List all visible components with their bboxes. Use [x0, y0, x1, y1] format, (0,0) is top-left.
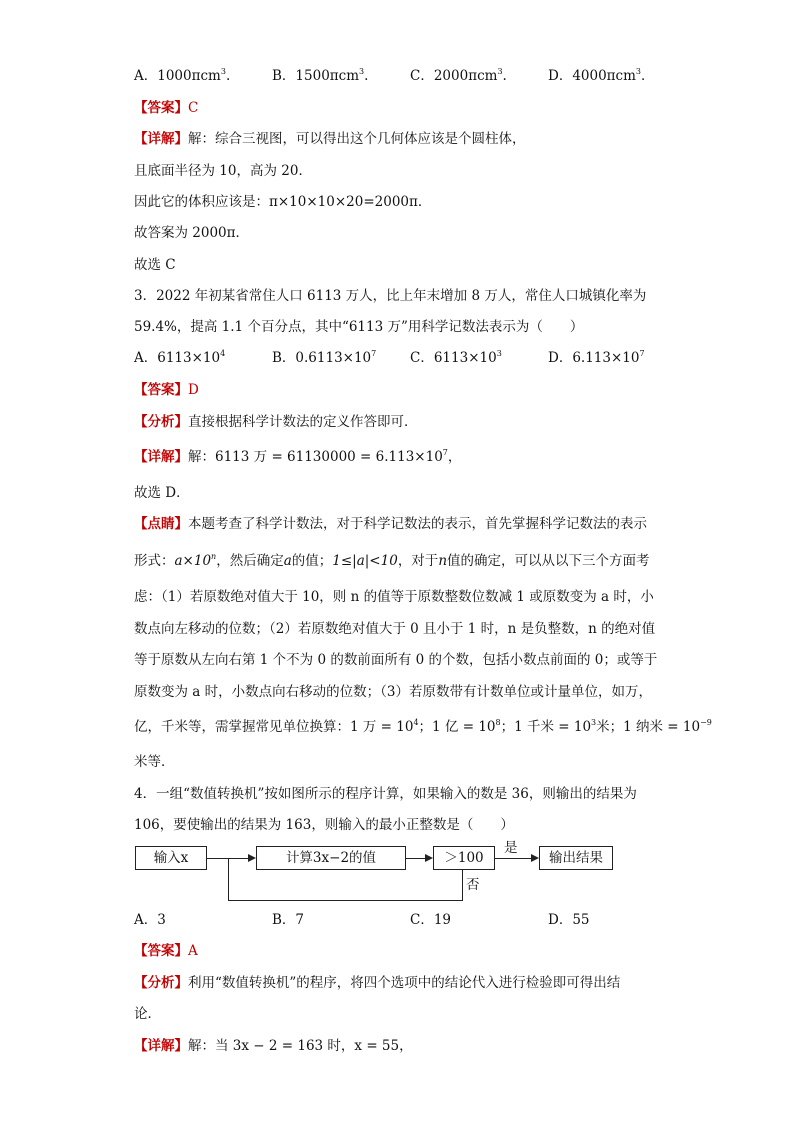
q3-comment-8: 米等． [134, 754, 175, 770]
q4-option-d: D．55 [548, 912, 590, 928]
q3-detail-end: 故选 D． [134, 485, 190, 501]
q2-detail-3: 因此它的体积应该是：π×10×10×20=2000π． [134, 194, 432, 210]
q4-stem-1: 4．一组“数值转换机”按如图所示的程序计算，如果输入的数是 36，则输出的结果为 [134, 786, 637, 802]
flow-compute-box: 计算3x−2的值 [256, 846, 406, 870]
q4-answer: 【答案】A [134, 943, 198, 959]
q3-stem-1: 3．2022 年初某省常住人口 6113 万人，比上年末增加 8 万人，常住人口城镇化率为 [134, 288, 647, 304]
q3-option-b: B．$0.6113\times 10^7$ [272, 349, 377, 366]
q2-detail-5: 故选 C [134, 257, 176, 273]
q4-analysis-2: 论． [134, 1006, 161, 1022]
q3-comment-3: 虑：（1）若原数绝对值大于 10，则 n 的值等于原数整数位数减 1 或原数变为 a 时，小 [134, 589, 654, 605]
q3-stem-2: 59.4%，提高 1.1 个百分点，其中“6113 万”用科学记数法表示为（ ） [134, 319, 584, 335]
q4-option-a: A．3 [134, 912, 166, 928]
flow-edge-no-down [462, 870, 463, 900]
q2-option-b: B．1500πcm$^3$. [272, 67, 369, 84]
q4-option-b: B．7 [272, 912, 305, 928]
q2-detail-1: 【详解】解：综合三视图，可以得出这个几何体应该是个圆柱体， [134, 131, 526, 147]
q2-option-a: A．1000πcm$^3$. [134, 67, 231, 84]
q3-comment-4: 数点向左移动的位数；（2）若原数绝对值大于 0 且小于 1 时，n 是负整数，n 的绝对值 [134, 621, 656, 637]
flow-edge-yes [494, 858, 531, 859]
q3-comment-1: 【点睛】本题考查了科学计数法，对于科学记数法的表示，首先掌握科学记数法的表示 [134, 516, 647, 532]
q4-detail: 【详解】解：当 3x − 2 = 163 时，x = 55， [134, 1038, 413, 1054]
q2-detail-4: 故答案为 2000π． [134, 225, 250, 241]
q4-stem-2: 106，要使输出的结果为 163，则输入的最小正整数是（ ） [134, 817, 514, 833]
flow-output-box: 输出结果 [539, 846, 613, 870]
flow-arrow-3 [531, 854, 539, 862]
q3-option-c: C．$6113\times 10^3$ [410, 349, 502, 366]
q2-option-c: C．2000πcm$^3$. [410, 67, 507, 84]
q3-answer: 【答案】D [134, 382, 199, 398]
q2-option-d: D．4000πcm$^3$． [548, 67, 655, 84]
q3-analysis: 【分析】直接根据科学计数法的定义作答即可． [134, 414, 418, 430]
q3-option-d: D．$6.113\times 10^7$ [548, 349, 645, 366]
flow-yes-label: 是 [504, 840, 518, 856]
q3-comment-2: 形式：$a\times 10^n$，然后确定a的值；1≤|a|<10，对于n值的确定，可以从以下三个方面考 [134, 552, 650, 569]
q3-option-a: A．$6113\times 10^4$ [134, 349, 226, 366]
flow-input-box: 输入x [135, 846, 207, 870]
flow-edge-no-up [228, 858, 229, 900]
q4-analysis-1: 【分析】利用“数值转换机”的程序，将四个选项中的结论代入进行检验即可得出结 [134, 975, 621, 991]
flow-edge-2 [405, 858, 425, 859]
q4-option-c: C．19 [410, 912, 452, 928]
q2-answer: 【答案】C [134, 100, 199, 116]
flow-edge-no-back [228, 900, 463, 901]
flow-no-label: 否 [466, 877, 480, 893]
q3-detail: 【详解】解：6113 万 = $61130000 = 6.113\times 10^7$， [134, 448, 462, 465]
q3-comment-5: 等于原数从左向右第 1 个不为 0 的数前面所有 0 的个数，包括小数点前面的 0；或等于 [134, 652, 658, 668]
q3-comment-6: 原数变为 a 时，小数点向右移动的位数；（3）若原数带有计数单位或计量单位，如万， [134, 684, 652, 700]
q2-detail-2: 且底面半径为 10，高为 20． [134, 163, 312, 179]
flow-arrow-2 [425, 854, 433, 862]
flow-arrow-1 [248, 854, 256, 862]
flow-compare-box: ＞100 [433, 846, 495, 870]
q3-comment-7: 亿，千米等，需掌握常见单位换算：1 万 = $10^4$；1 亿 = $10^8$；1 千米 = $10^3$米；1 纳米 = $10^{-9}$ [134, 718, 712, 735]
